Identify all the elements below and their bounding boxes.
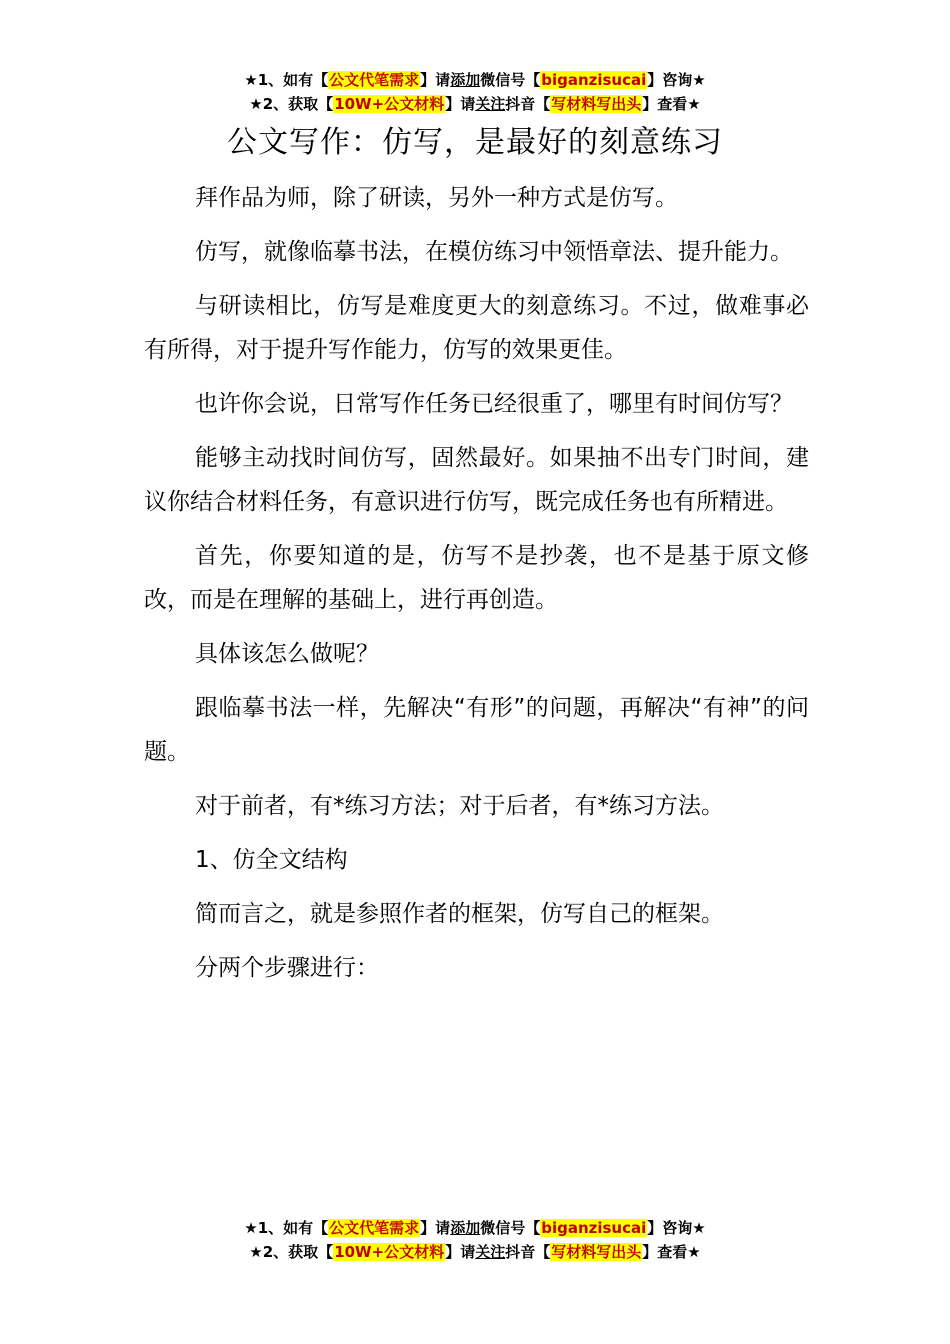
banner-text: 】查看★ bbox=[642, 95, 701, 113]
header-banner bbox=[0, 68, 950, 116]
banner-underlined: 关注 bbox=[475, 1243, 506, 1261]
banner-text: ★2、获取【 bbox=[249, 1243, 334, 1261]
highlight-service: 公文代笔需求 bbox=[329, 1219, 420, 1237]
section-heading: 1、仿全文结构 bbox=[195, 847, 348, 873]
highlight-wechat-id: biganzisucai bbox=[541, 1219, 647, 1237]
banner-text: 】请 bbox=[445, 95, 476, 113]
banner-text: 抖音【 bbox=[505, 95, 551, 113]
banner-text: 】请 bbox=[420, 1219, 451, 1237]
paragraph: 首先，你要知道的是，仿写不是抄袭，也不是基于原文修改，而是在理解的基础上，进行再创造。 bbox=[144, 543, 809, 613]
highlight-materials: 10W+公文材料 bbox=[334, 1243, 445, 1261]
document-body bbox=[144, 176, 809, 1000]
banner-text: ★1、如有【 bbox=[244, 71, 329, 89]
banner-text: 微信号【 bbox=[480, 1219, 541, 1237]
paragraph: 能够主动找时间仿写，固然最好。如果抽不出专门时间，建议你结合材料任务，有意识进行仿写，既完成任务也有所精进。 bbox=[144, 445, 809, 515]
banner-line-1 bbox=[0, 1216, 950, 1240]
highlight-douyin-account: 写材料写出头 bbox=[551, 1243, 642, 1261]
paragraph: 拜作品为师，除了研读，另外一种方式是仿写。 bbox=[195, 185, 678, 211]
paragraph: 对于前者，有*练习方法；对于后者，有*练习方法。 bbox=[195, 793, 724, 819]
paragraph: 跟临摹书法一样，先解决“有形”的问题，再解决“有神”的问题。 bbox=[144, 695, 809, 765]
paragraph: 仿写，就像临摹书法，在模仿练习中领悟章法、提升能力。 bbox=[195, 239, 793, 265]
document-title: 公文写作：仿写，是最好的刻意练习 bbox=[227, 125, 723, 160]
banner-text: ★1、如有【 bbox=[244, 1219, 329, 1237]
highlight-wechat-id: biganzisucai bbox=[541, 71, 647, 89]
banner-underlined: 添加 bbox=[450, 71, 481, 89]
banner-line-2 bbox=[0, 1240, 950, 1264]
banner-text: 】咨询★ bbox=[647, 71, 706, 89]
banner-line-2 bbox=[0, 92, 950, 116]
paragraph: 分两个步骤进行： bbox=[195, 955, 379, 981]
footer-banner bbox=[0, 1216, 950, 1264]
banner-text: 抖音【 bbox=[505, 1243, 551, 1261]
highlight-douyin-account: 写材料写出头 bbox=[551, 95, 642, 113]
banner-text: ★2、获取【 bbox=[249, 95, 334, 113]
banner-text: 】请 bbox=[420, 71, 451, 89]
paragraph: 与研读相比，仿写是难度更大的刻意练习。不过，做难事必有所得，对于提升写作能力，仿写的效果更佳。 bbox=[144, 293, 809, 363]
banner-underlined: 添加 bbox=[450, 1219, 481, 1237]
highlight-materials: 10W+公文材料 bbox=[334, 95, 445, 113]
paragraph: 也许你会说，日常写作任务已经很重了，哪里有时间仿写？ bbox=[195, 391, 793, 417]
paragraph: 简而言之，就是参照作者的框架，仿写自己的框架。 bbox=[195, 901, 724, 927]
banner-underlined: 关注 bbox=[475, 95, 506, 113]
banner-text: 】咨询★ bbox=[647, 1219, 706, 1237]
highlight-service: 公文代笔需求 bbox=[329, 71, 420, 89]
banner-text: 微信号【 bbox=[480, 71, 541, 89]
paragraph: 具体该怎么做呢？ bbox=[195, 641, 379, 667]
banner-line-1 bbox=[0, 68, 950, 92]
banner-text: 】请 bbox=[445, 1243, 476, 1261]
banner-text: 】查看★ bbox=[642, 1243, 701, 1261]
